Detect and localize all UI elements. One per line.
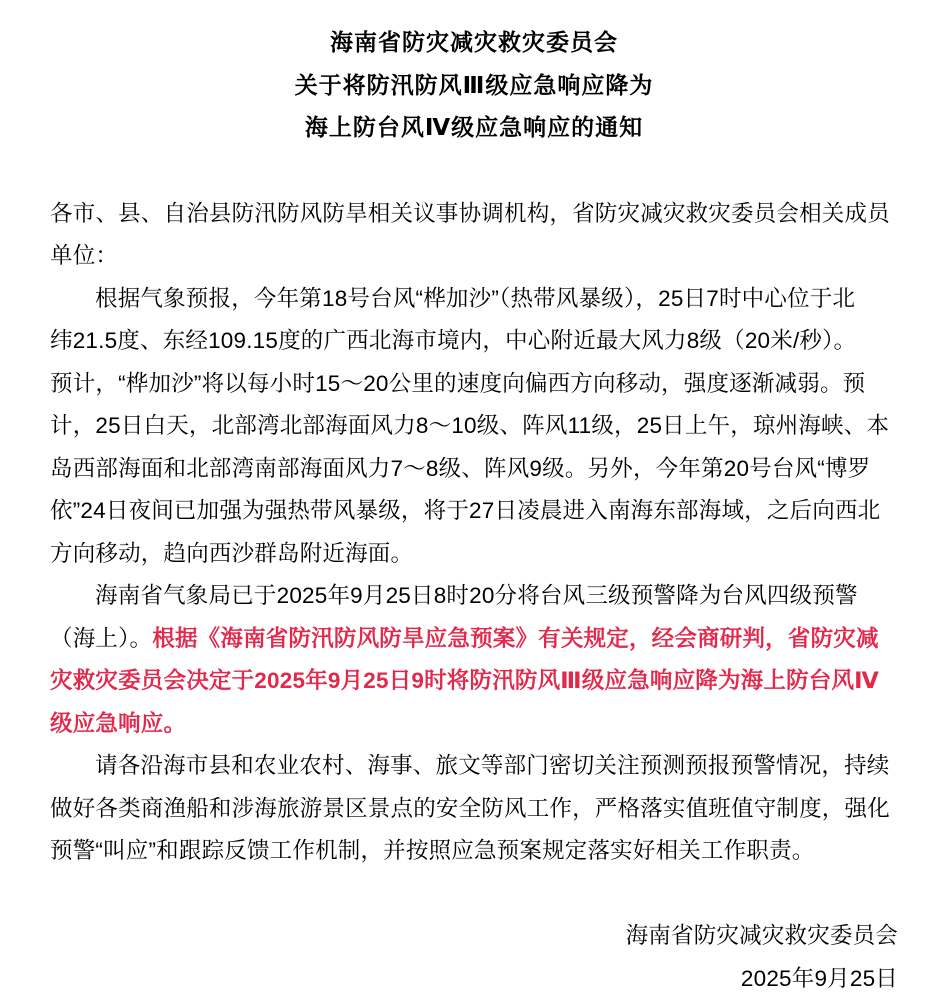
decision-line-1: 海南省气象局已于2025年9月25日8时20分将台风三级预警降为台风四级预警 (95, 583, 858, 608)
forecast-line-1: 根据气象预报，今年第18号台风“桦加沙”（热带风暴级），25日7时中心位于北 (95, 285, 856, 311)
decision-line-3: 灾救灾委员会决定于2025年9月25日9时将防汛防风Ⅲ级应急响应降为海上防台风Ⅳ (50, 668, 880, 693)
title-line-1: 海南省防灾减灾救灾委员会 (330, 29, 618, 55)
forecast-line-6: 依”24日夜间已加强为强热带风暴级，将于27日凌晨进入南海东部海域，之后向西北 (50, 498, 881, 523)
signature-org: 海南省防灾减灾救灾委员会 (625, 923, 898, 948)
decision-line-2-red-segment: 根据《海南省防汛防风防旱应急预案》有关规定，经会商研判，省防灾减 (152, 625, 879, 651)
document-body (50, 193, 898, 873)
title-body-spacer (50, 149, 898, 193)
decision-line-2 (50, 618, 898, 661)
request-line-1: 请各沿海市县和农业农村、海事、旅文等部门密切关注预测预报预警情况，持续 (95, 753, 890, 778)
request-line-3: 预警“叫应”和跟踪反馈工作机制，并按照应急预案规定落实好相关工作职责。 (50, 838, 815, 863)
forecast-line-2: 纬21.5度、东经109.15度的广西北海市境内，中心附近最大风力8级（20米/秒）。 (50, 328, 857, 353)
title-line-2: 关于将防汛防风Ⅲ级应急响应降为 (294, 71, 654, 98)
signature-date: 2025年9月25日 (740, 965, 898, 991)
title-line-3: 海上防台风Ⅳ级应急响应的通知 (304, 114, 644, 140)
forecast-line-5: 岛西部海面和北部湾南部海面风力7～8级、阵风9级。另外，今年第20号台风“博罗 (50, 455, 871, 481)
request-line-2: 做好各类商渔船和涉海旅游景区景点的安全防风工作，严格落实值班值守制度，强化 (50, 795, 890, 821)
salutation-line-1: 各市、县、自治县防汛防风防旱相关议事协调机构，省防灾减灾救灾委员会相关成员 (50, 200, 890, 226)
signature-spacer (50, 873, 898, 916)
document-title (50, 21, 898, 149)
decision-line-2-black-segment: （海上）。 (50, 625, 153, 651)
signature-block (50, 915, 898, 1000)
decision-line-4: 级应急响应。 (50, 710, 187, 736)
forecast-line-4: 计，25日白天，北部湾北部海面风力8～10级、阵风11级，25日上午，琼州海峡、本 (50, 413, 890, 438)
forecast-line-3: 预计，“桦加沙”将以每小时15～20公里的速度向偏西方向移动，强度逐渐减弱。预 (50, 370, 866, 396)
salutation-line-2: 单位： (50, 243, 119, 268)
forecast-line-7: 方向移动，趋向西沙群岛附近海面。 (50, 540, 414, 566)
